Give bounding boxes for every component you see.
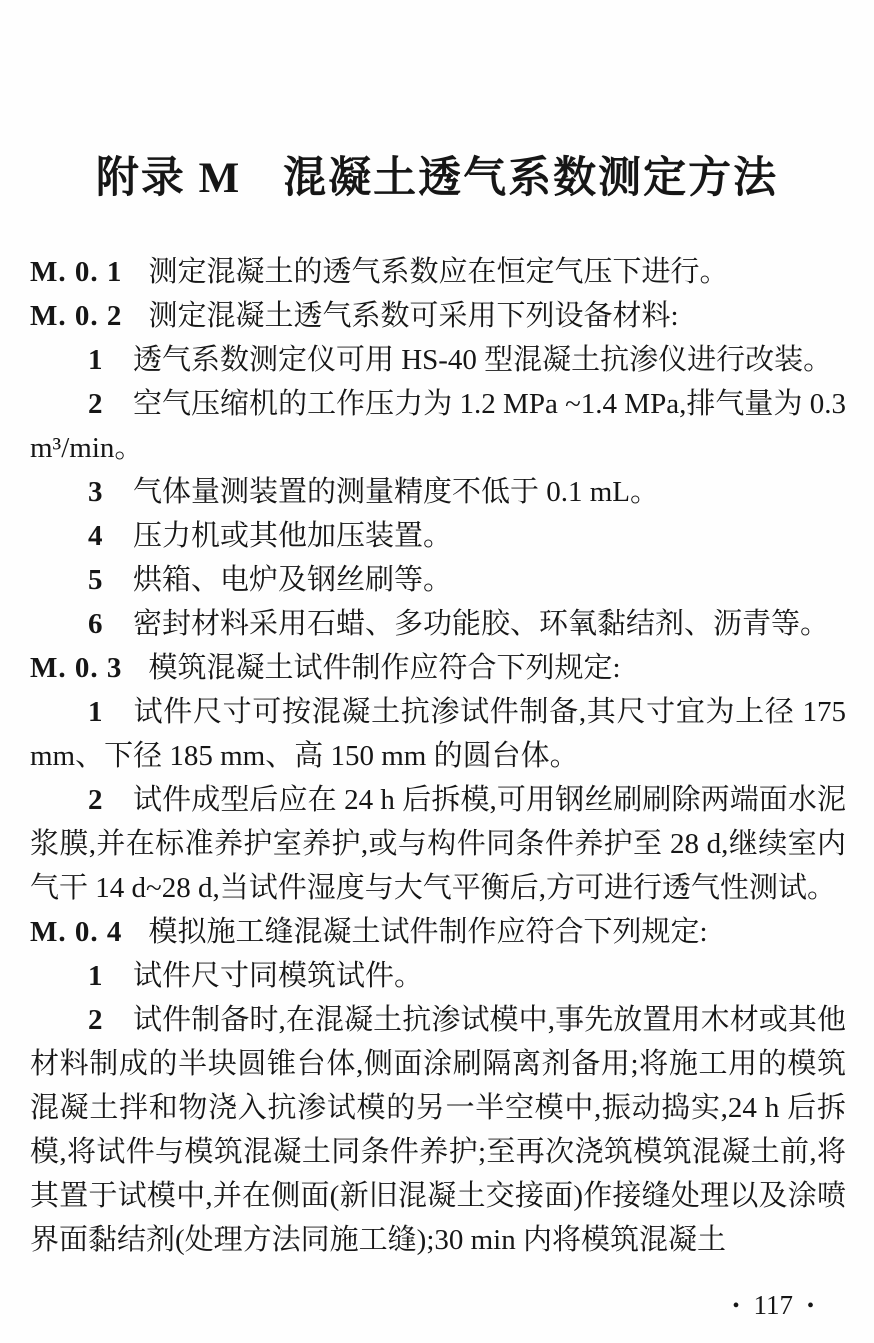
clause-text: 测定混凝土的透气系数应在恒定气压下进行。 xyxy=(148,256,729,288)
clause-text: 测定混凝土透气系数可采用下列设备材料: xyxy=(148,300,679,332)
item-number: 6 xyxy=(88,608,103,640)
footer-left-dot: • xyxy=(732,1295,740,1317)
item-number: 3 xyxy=(88,476,103,508)
clause-text: 模拟施工缝混凝土试件制作应符合下列规定: xyxy=(148,916,708,948)
item-text: 密封材料采用石蜡、多功能胶、环氧黏结剂、沥青等。 xyxy=(132,608,829,640)
item-text: 烘箱、电炉及钢丝刷等。 xyxy=(132,564,452,596)
clause-number: M. 0. 4 xyxy=(30,916,123,948)
item-number: 2 xyxy=(88,388,103,420)
item-number: 2 xyxy=(88,784,103,816)
clause-m-0-4 xyxy=(30,910,846,954)
clause-number: M. 0. 1 xyxy=(30,256,123,288)
page-number xyxy=(718,1290,828,1321)
clause-m-0-2 xyxy=(30,294,846,338)
list-item-3 xyxy=(30,470,846,514)
appendix-label: 附录 M xyxy=(95,155,242,202)
item-number: 1 xyxy=(88,960,103,992)
clause-text: 模筑混凝土试件制作应符合下列规定: xyxy=(148,652,621,684)
clause-number: M. 0. 3 xyxy=(30,652,123,684)
list-item-2 xyxy=(30,998,846,1262)
clause-number: M. 0. 2 xyxy=(30,300,123,332)
list-item-1 xyxy=(30,338,846,382)
item-text: 试件尺寸可按混凝土抗渗试件制备,其尺寸宜为上径 175 mm、下径 185 mm、高 150 mm 的圆台体。 xyxy=(30,696,846,772)
item-text: 气体量测装置的测量精度不低于 0.1 mL。 xyxy=(132,476,659,508)
clause-m-0-3 xyxy=(30,646,846,690)
item-text: 试件尺寸同模筑试件。 xyxy=(132,960,423,992)
list-item-6 xyxy=(30,602,846,646)
item-text: 压力机或其他加压装置。 xyxy=(132,520,452,552)
document-body xyxy=(30,250,846,1262)
item-text: 透气系数测定仪可用 HS-40 型混凝土抗渗仪进行改装。 xyxy=(132,344,833,376)
item-text: 试件制备时,在混凝土抗渗试模中,事先放置用木材或其他材料制成的半块圆锥台体,侧面涂刷隔离剂备用;将施工用的模筑混凝土拌和物浇入抗渗试模的另一半空模中,振动捣实,24 h 后拆模,将试件与模筑混凝土同条件养护;至再次浇筑模筑混凝土前,将其置于试模中,并在侧面(新旧混凝土交接面)作接缝处理以及涂喷界面黏结剂(处理方法同施工缝);30 min 内将模筑混凝土 xyxy=(30,1004,846,1256)
list-item-4 xyxy=(30,514,846,558)
item-number: 5 xyxy=(88,564,103,596)
item-number: 2 xyxy=(88,1004,103,1036)
item-number: 1 xyxy=(88,344,103,376)
list-item-2 xyxy=(30,778,846,910)
list-item-1 xyxy=(30,690,846,778)
list-item-5 xyxy=(30,558,846,602)
item-text: 试件成型后应在 24 h 后拆模,可用钢丝刷刷除两端面水泥浆膜,并在标准养护室养护,或与构件同条件养护至 28 d,继续室内气干 14 d~28 d,当试件湿度与大气平衡后,方可进行透气性测试。 xyxy=(30,784,846,904)
item-number: 1 xyxy=(88,696,103,728)
footer-right-dot: • xyxy=(806,1295,814,1317)
title-text: 混凝土透气系数测定方法 xyxy=(283,155,779,202)
list-item-2 xyxy=(30,382,846,470)
page-number-value: 117 xyxy=(753,1290,793,1320)
item-number: 4 xyxy=(88,520,103,552)
clause-m-0-1 xyxy=(30,250,846,294)
page-title xyxy=(0,0,874,212)
item-text: 空气压缩机的工作压力为 1.2 MPa ~1.4 MPa,排气量为 0.3 m³/min。 xyxy=(30,388,846,464)
list-item-1 xyxy=(30,954,846,998)
